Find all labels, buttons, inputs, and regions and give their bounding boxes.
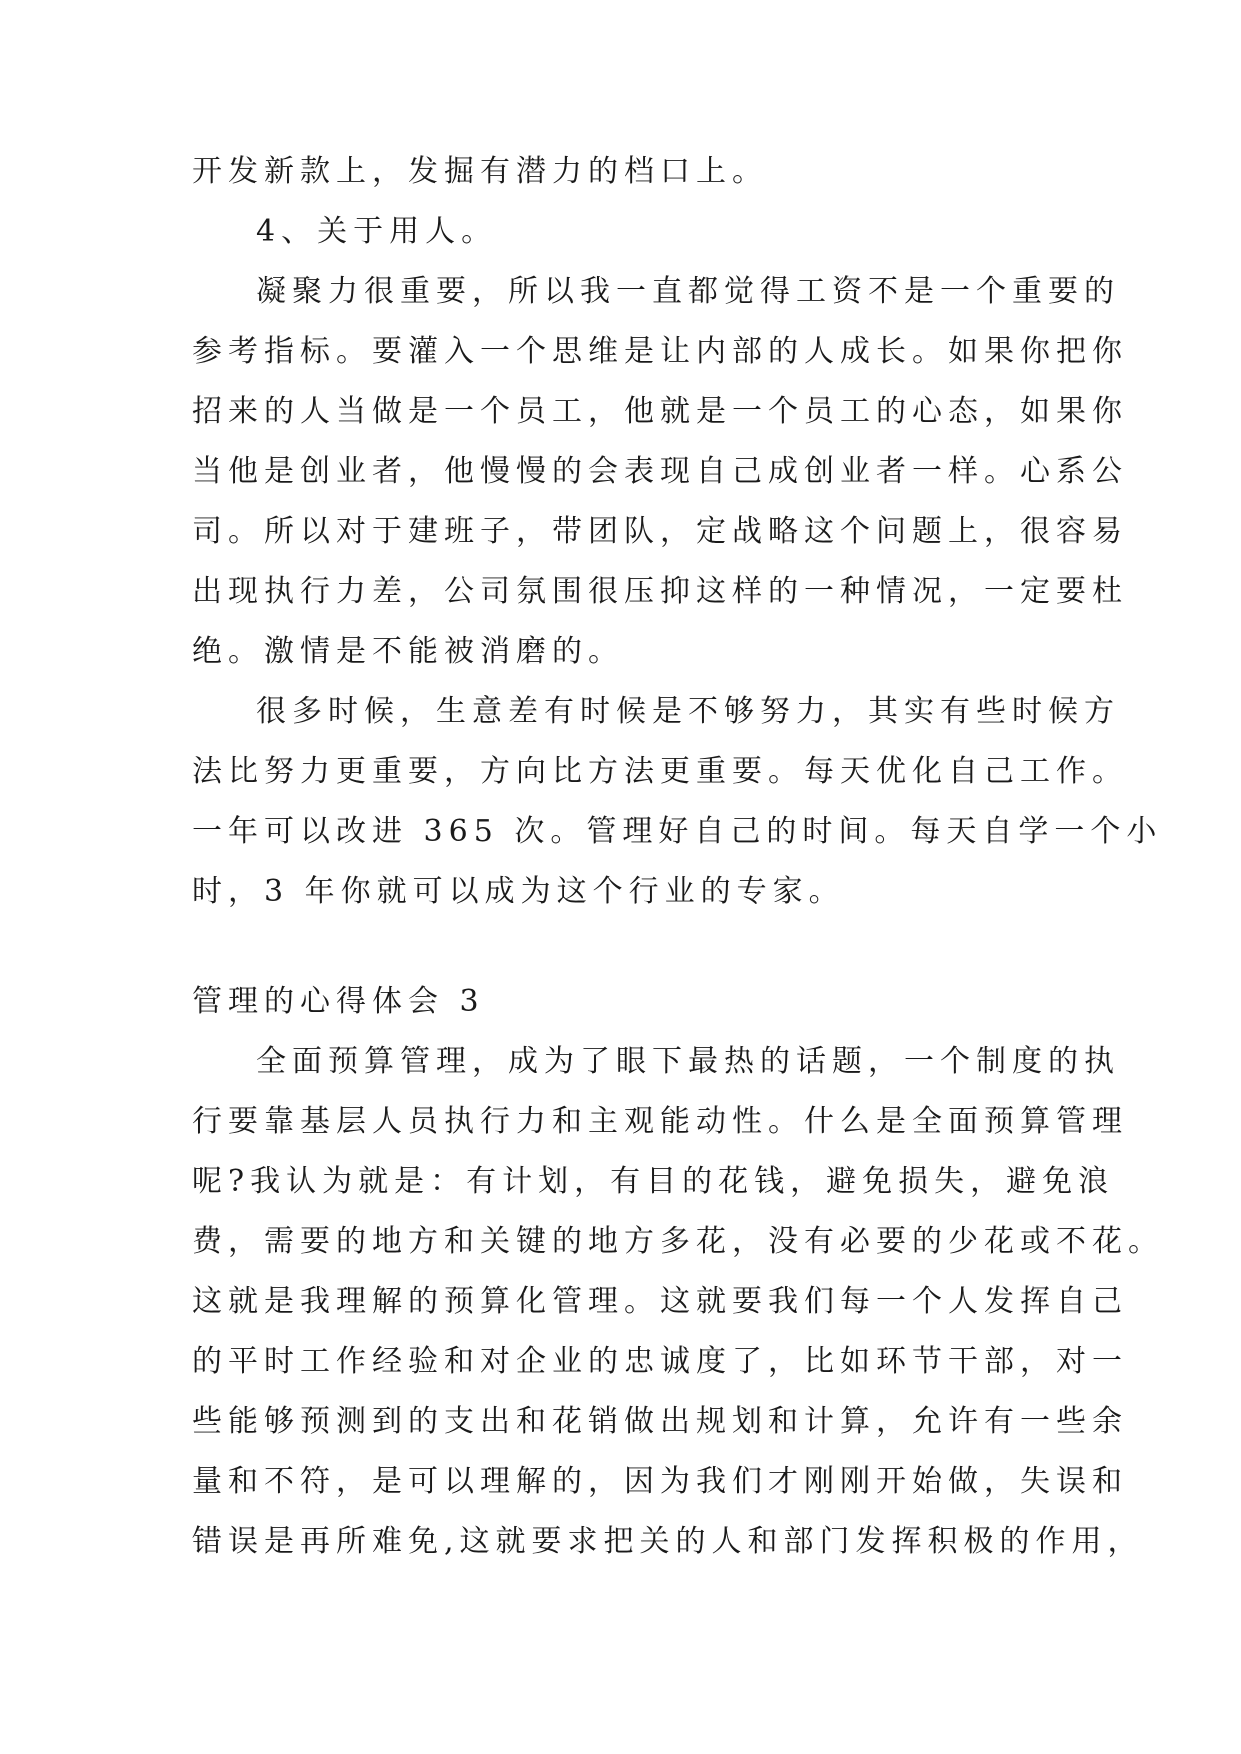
paragraph-line: 全面预算管理，成为了眼下最热的话题，一个制度的执 [256, 1044, 1120, 1079]
paragraph-line: 法比努力更重要，方向比方法更重要。每天优化自己工作。 [192, 754, 1128, 789]
paragraph-line: 绝。激情是不能被消磨的。 [192, 634, 624, 669]
paragraph-line: 出现执行力差，公司氛围很压抑这样的一种情况，一定要杜 [192, 574, 1128, 609]
section-heading: 管理的心得体会 3 [192, 984, 485, 1019]
paragraph-line: 行要靠基层人员执行力和主观能动性。什么是全面预算管理 [192, 1104, 1128, 1139]
paragraph-line: 凝聚力很重要，所以我一直都觉得工资不是一个重要的 [256, 274, 1120, 309]
paragraph-line: 招来的人当做是一个员工，他就是一个员工的心态，如果你 [192, 394, 1128, 429]
paragraph-line: 的平时工作经验和对企业的忠诚度了，比如环节干部，对一 [192, 1344, 1128, 1379]
paragraph-line: 司。所以对于建班子，带团队，定战略这个问题上，很容易 [192, 514, 1128, 549]
paragraph-line: 错误是再所难免,这就要求把关的人和部门发挥积极的作用， [192, 1524, 1144, 1559]
paragraph-line: 开发新款上，发掘有潜力的档口上。 [192, 154, 768, 189]
paragraph-line: 费，需要的地方和关键的地方多花，没有必要的少花或不花。 [192, 1224, 1164, 1259]
paragraph-line: 这就是我理解的预算化管理。这就要我们每一个人发挥自己 [192, 1284, 1128, 1319]
paragraph-line: 时，3 年你就可以成为这个行业的专家。 [192, 874, 845, 909]
paragraph-line: 一年可以改进 365 次。管理好自己的时间。每天自学一个小 [192, 814, 1163, 849]
paragraph-line: 量和不符，是可以理解的，因为我们才刚刚开始做，失误和 [192, 1464, 1128, 1499]
paragraph-line: 些能够预测到的支出和花销做出规划和计算，允许有一些余 [192, 1404, 1128, 1439]
paragraph-line: 当他是创业者，他慢慢的会表现自己成创业者一样。心系公 [192, 454, 1128, 489]
section-item-heading: 4、关于用人。 [256, 214, 498, 249]
paragraph-line: 很多时候，生意差有时候是不够努力，其实有些时候方 [256, 694, 1120, 729]
paragraph-line: 参考指标。要灌入一个思维是让内部的人成长。如果你把你 [192, 334, 1128, 369]
paragraph-line: 呢?我认为就是：有计划，有目的花钱，避免损失，避免浪 [192, 1164, 1115, 1199]
